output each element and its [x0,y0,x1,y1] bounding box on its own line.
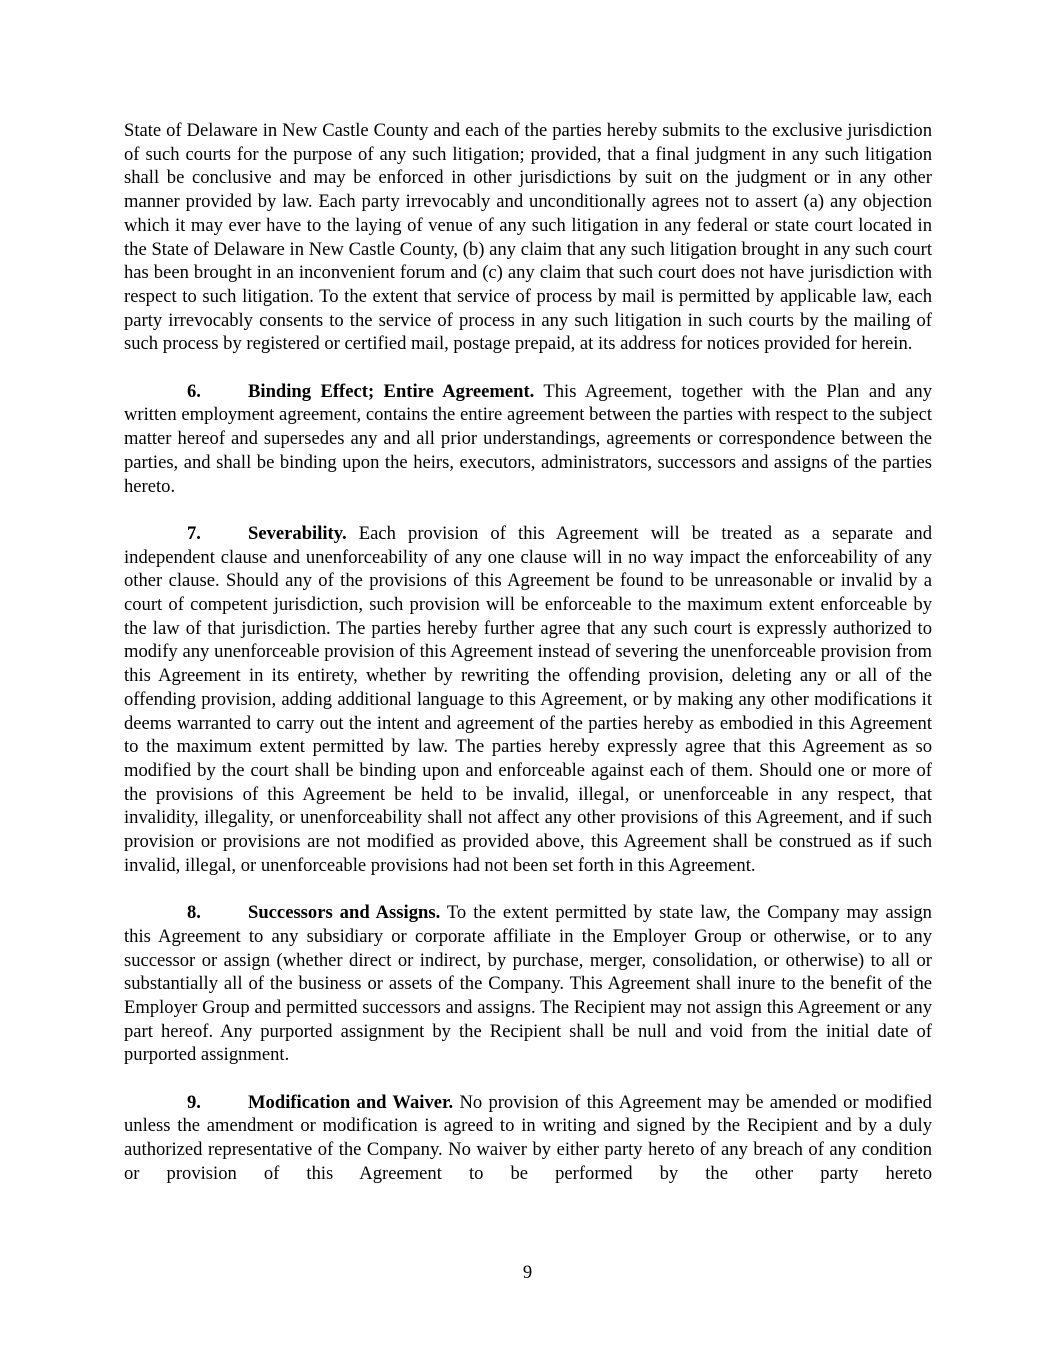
section-number: 7. [187,522,201,544]
section-text: No provision of this Agreement may be amended or modified unless the amendment or modification is agreed to in writing and signed by the Recipient and by a duly authorized representative of the Company. No waiver by either party hereto of any breach of any condition or provision of this Agreement to be performed by the other party hereto [124,1091,932,1184]
section-number: 6. [187,380,201,402]
section-heading: Successors and Assigns. [248,902,441,924]
section-text: This Agreement, together with the Plan and any written employment agreement, contains the entire agreement between the parties with respect to the subject matter hereof and supersedes any and all prior understandings, agreements or correspondence between the parties, and shall be binding upon the heirs, executors, administrators, successors and assigns of the parties hereto. [124,380,932,497]
section-8-successors-assigns [124,901,932,1067]
section-text: To the extent permitted by state law, the Company may assign this Agreement to any subsidiary or corporate affiliate in the Employer Group or otherwise, or to any successor or assign (whether direct or indirect, by purchase, merger, consolidation, or otherwise) to all or substantially all of the business or assets of the Company. This Agreement shall inure to the benefit of the Employer Group and permitted successors and assigns. The Recipient may not assign this Agreement or any part hereof. Any purported assignment by the Recipient shall be null and void from the initial date of purported assignment. [124,902,932,1066]
continuation-paragraph: State of Delaware in New Castle County and each of the parties hereby submits to the exclusive jurisdiction of such courts for the purpose of any such litigation; provided, that a final judgment in any such litigation shall be conclusive and may be enforced in other jurisdictions by suit on the judgment or in any other manner provided by law. Each party irrevocably and unconditionally agrees not to assert (a) any objection which it may ever have to the laying of venue of any such litigation in any federal or state court located in the State of Delaware in New Castle County, (b) any claim that any such litigation brought in any such court has been brought in an inconvenient forum and (c) any claim that such court does not have jurisdiction with respect to such litigation. To the extent that service of process by mail is permitted by applicable law, each party irrevocably consents to the service of process in any such litigation in such courts by the mailing of such process by registered or certified mail, postage prepaid, at its address for notices provided for herein. [124,120,932,355]
section-text: Each provision of this Agreement will be treated as a separate and independent clause and unenforceability of any one clause will in no way impact the enforceability of any other clause. Should any of the provisions of this Agreement be found to be unreasonable or invalid by a court of competent jurisdiction, such provision will be enforceable to the maximum extent enforceable by the law of that jurisdiction. The parties hereby further agree that any such court is expressly authorized to modify any unenforceable provision of this Agreement instead of severing the unenforceable provision from this Agreement in its entirety, whether by rewriting the offending provision, deleting any or all of the offending provision, adding additional language to this Agreement, or by making any other modifications it deems warranted to carry out the intent and agreement of the parties hereby as embodied in this Agreement to the maximum extent permitted by law. The parties hereby expressly agree that this Agreement as so modified by the court shall be binding upon and enforceable against each of them. Should one or more of the provisions of this Agreement be held to be invalid, illegal, or unenforceable in any respect, that invalidity, illegality, or unenforceability shall not affect any other provisions of this Agreement, and if such provision or provisions are not modified as provided above, this Agreement shall be construed as if such invalid, illegal, or unenforceable provisions had not been set forth in this Agreement. [124,522,932,876]
section-9-modification-waiver [124,1091,932,1186]
section-heading: Severability. [248,522,347,544]
document-body [124,119,932,1209]
page-number: 9 [522,1262,533,1283]
section-number: 9. [187,1091,201,1113]
section-number: 8. [187,902,201,924]
section-heading: Binding Effect; Entire Agreement. [248,380,535,402]
section-7-severability [124,522,932,878]
section-heading: Modification and Waiver. [248,1091,454,1113]
section-6-binding-effect [124,380,932,499]
